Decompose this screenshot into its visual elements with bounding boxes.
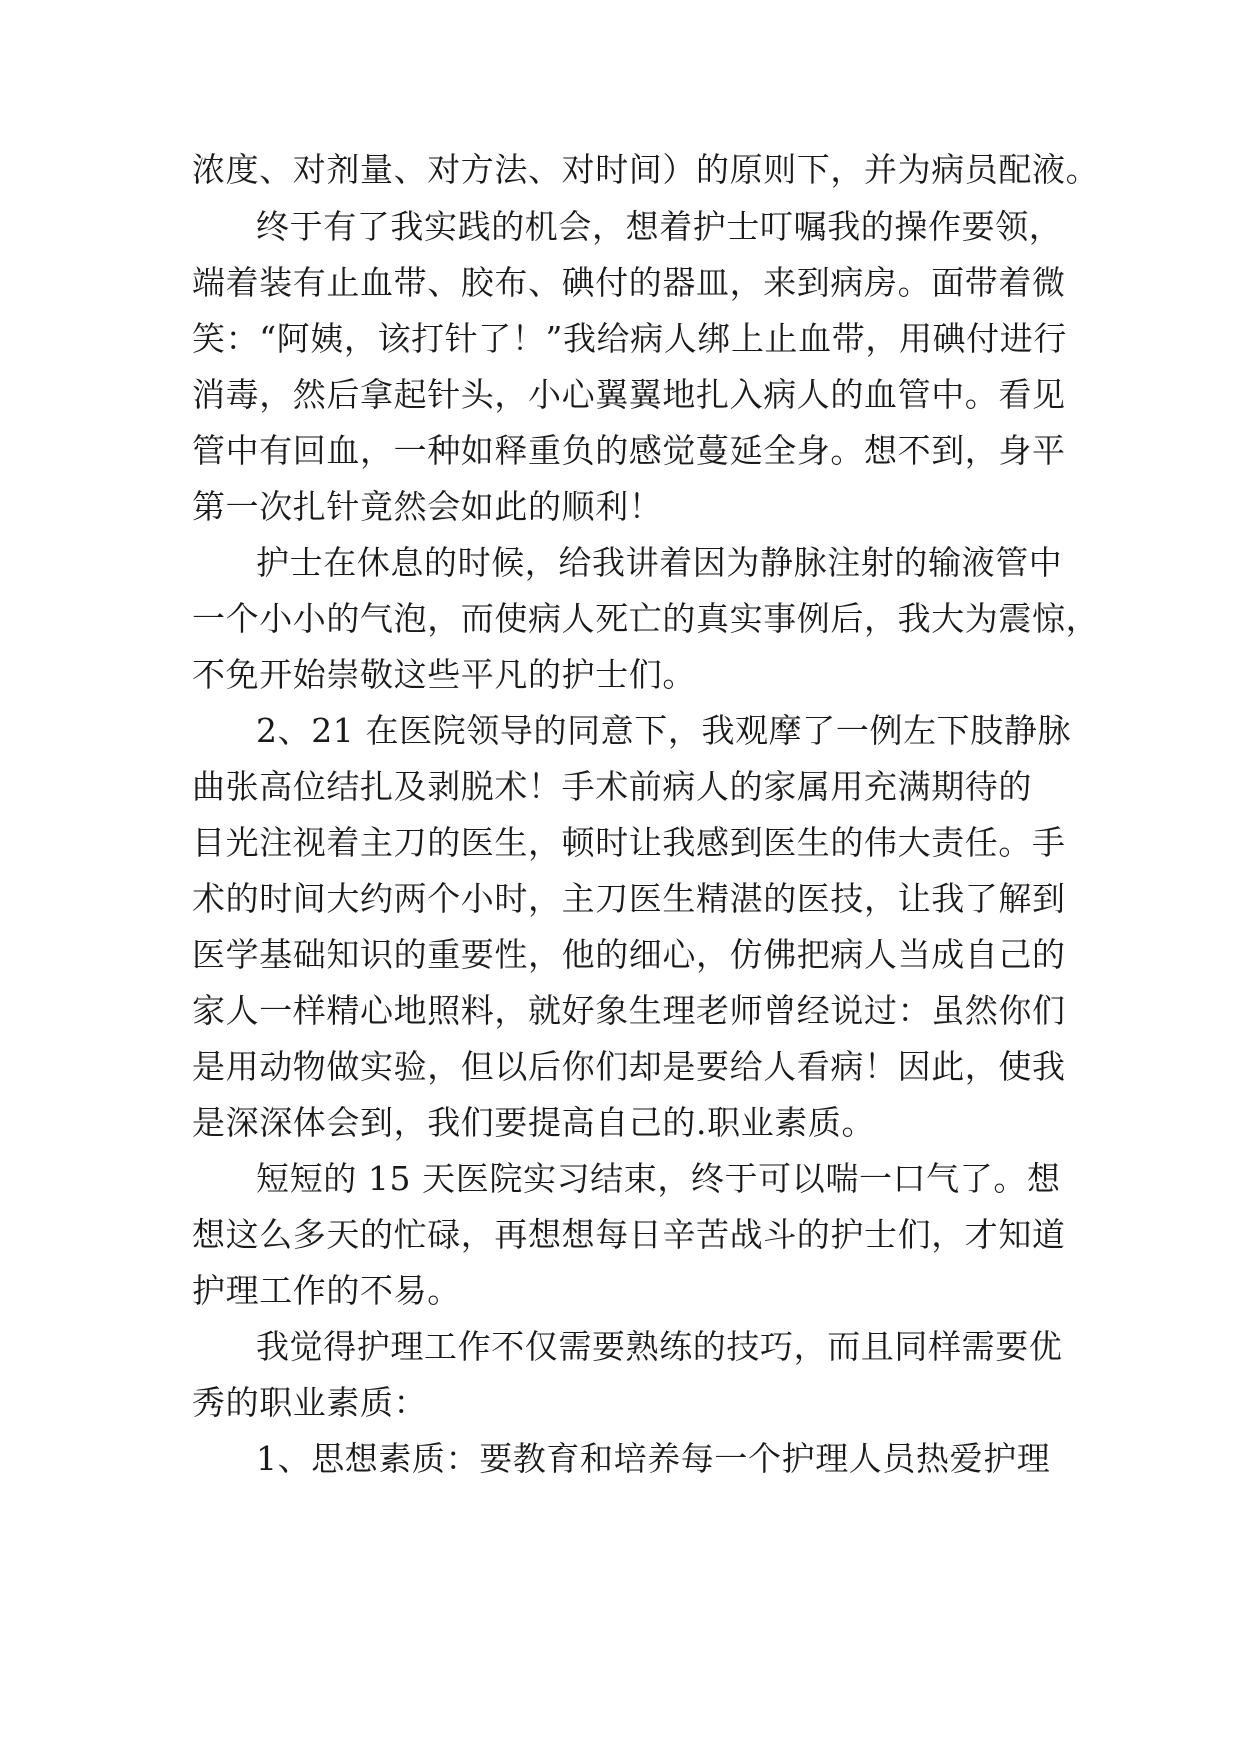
text-line: 是用动物做实验，但以后你们却是要给人看病！因此，使我 [192, 1047, 1066, 1086]
text-line: 目光注视着主刀的医生，顿时让我感到医生的伟大责任。手 [192, 823, 1066, 862]
text-line: 不免开始崇敬这些平凡的护士们。 [192, 655, 696, 694]
text-line: 秀的职业素质： [192, 1383, 428, 1422]
text-line: 医学基础知识的重要性，他的细心，仿佛把病人当成自己的 [192, 935, 1066, 974]
text-line: 笑：“阿姨，该打针了！”我给病人绑上止血带，用碘付进行 [192, 319, 1067, 358]
paragraph-start-line: 2、21 在医院领导的同意下，我观摩了一例左下肢静脉 [256, 711, 1072, 750]
paragraph-start-line: 终于有了我实践的机会，想着护士叮嘱我的操作要领， [256, 207, 1063, 246]
text-line: 家人一样精心地照料，就好象生理老师曾经说过：虽然你们 [192, 991, 1066, 1030]
paragraph-start-line: 短短的 15 天医院实习结束，终于可以喘一口气了。想 [256, 1159, 1061, 1198]
text-line: 一个小小的气泡，而使病人死亡的真实事例后，我大为震惊， [192, 599, 1100, 638]
text-line: 第一次扎针竟然会如此的顺利！ [192, 487, 663, 526]
text-line: 消毒，然后拿起针头，小心翼翼地扎入病人的血管中。看见 [192, 375, 1066, 414]
paragraph-start-line: 我觉得护理工作不仅需要熟练的技巧，而且同样需要优 [256, 1327, 1063, 1366]
text-line: 想这么多天的忙碌，再想想每日辛苦战斗的护士们，才知道 [192, 1215, 1066, 1254]
text-line: 曲张高位结扎及剥脱术！手术前病人的家属用充满期待的 [192, 767, 1032, 806]
text-line: 端着装有止血带、胶布、碘付的器皿，来到病房。面带着微 [192, 263, 1066, 302]
text-line: 浓度、对剂量、对方法、对时间）的原则下，并为病员配液。 [192, 150, 1100, 189]
text-line: 术的时间大约两个小时，主刀医生精湛的医技，让我了解到 [192, 879, 1066, 918]
text-line: 是深深体会到，我们要提高自己的.职业素质。 [192, 1103, 876, 1142]
paragraph-start-line: 护士在休息的时候，给我讲着因为静脉注射的输液管中 [256, 543, 1063, 582]
paragraph-start-line: 1、思想素质：要教育和培养每一个护理人员热爱护理 [256, 1439, 1051, 1478]
text-line: 护理工作的不易。 [192, 1271, 461, 1310]
text-line: 管中有回血，一种如释重负的感觉蔓延全身。想不到，身平 [192, 431, 1066, 470]
